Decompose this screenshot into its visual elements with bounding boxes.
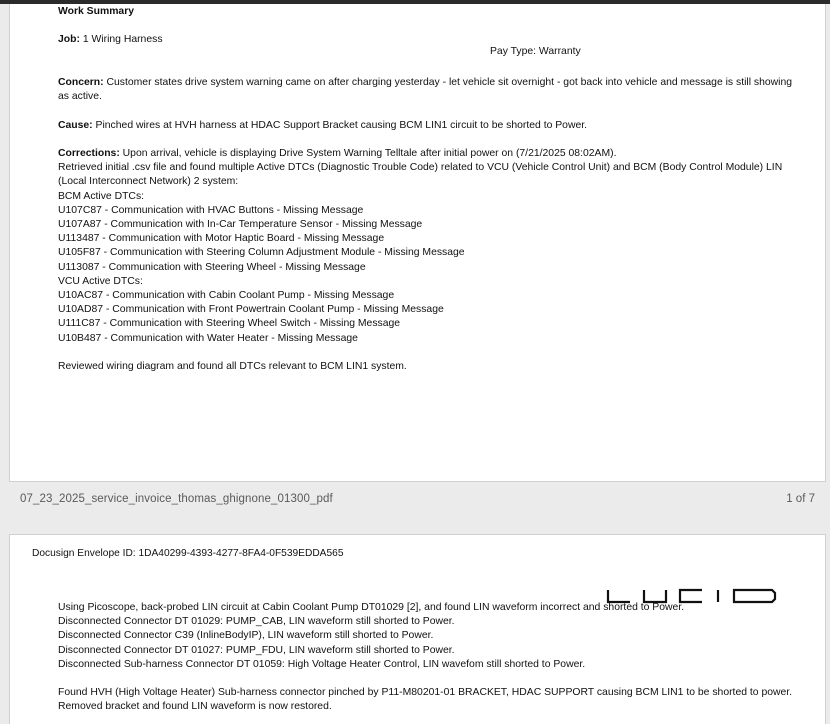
corrections-text: Upon arrival, vehicle is displaying Drive System Warning Telltale after initial power on (7/21/2025 08:02AM). (119, 147, 617, 159)
document-page-2 (9, 534, 826, 724)
cause-paragraph (58, 119, 798, 133)
job-label: Job: (58, 34, 80, 46)
correction-line: Retrieved initial .csv file and found multiple Active DTCs (Diagnostic Trouble Code) related to VCU (Vehicle Control Unit) and BCM (Body Control Module) LIN (Local Interconnect Network) 2 system: (58, 162, 786, 188)
dtc-line: U111C87 - Communication with Steering Wheel Switch - Missing Message (58, 318, 401, 330)
pay-type-label: Pay Type (490, 46, 534, 57)
concern-paragraph (58, 76, 798, 104)
corrections-label: Corrections: (58, 147, 120, 159)
envelope-id: Docusign Envelope ID: 1DA40299-4393-4277-8FA4-0F539EDDA565 (32, 548, 344, 559)
dtc-line: U105F87 - Communication with Steering Column Adjustment Module - Missing Message (58, 247, 465, 259)
pay-type-value: : Warranty (533, 46, 581, 57)
corrections-paragraph (58, 147, 798, 161)
page-footer (20, 493, 815, 507)
dtc-line: U10AD87 - Communication with Front Powertrain Coolant Pump - Missing Message (58, 304, 444, 316)
file-name: 07_23_2025_service_invoice_thomas_ghignone_01300_pdf (20, 493, 333, 505)
procedure-line: Disconnected Sub-harness Connector DT 01059: High Voltage Heater Control, LIN wavefom still shorted to Power. (58, 658, 586, 670)
work-summary-heading: Work Summary (58, 6, 135, 17)
page-indicator: 1 of 7 (786, 493, 815, 505)
cause-label: Cause: (58, 119, 93, 131)
reviewed-paragraph: Reviewed wiring diagram and found all DTCs relevant to BCM LIN1 system. (58, 360, 407, 372)
procedure-line: Disconnected Connector C39 (InlineBodyIP), LIN waveform still shorted to Power. (58, 630, 434, 642)
concern-label: Concern: (58, 76, 104, 88)
dtc-line: U113087 - Communication with Steering Wheel - Missing Message (58, 261, 366, 273)
job-value: 1 Wiring Harness (79, 34, 163, 46)
dtc-line: U107C87 - Communication with HVAC Buttons - Missing Message (58, 204, 364, 216)
procedure-line: Using Picoscope, back-probed LIN circuit at Cabin Coolant Pump DT01029 [2], and found LIN waveform incorrect and shorted to Power. (58, 602, 685, 613)
correction-line: BCM Active DTCs: (58, 190, 145, 202)
cause-text: Pinched wires at HVH harness at HDAC Support Bracket causing BCM LIN1 circuit to be shorted to Power. (92, 119, 588, 131)
dtc-line: U10B487 - Communication with Water Heater - Missing Message (58, 332, 358, 344)
pay-type-line (490, 46, 581, 57)
work-summary-content (58, 5, 798, 374)
procedure-line: Disconnected Connector DT 01029: PUMP_CAB, LIN waveform still shorted to Power. (58, 616, 455, 628)
dtc-line: U113487 - Communication with Motor Haptic Board - Missing Message (58, 233, 385, 245)
dtc-line: U107A87 - Communication with In-Car Temperature Sensor - Missing Message (58, 218, 423, 230)
found-paragraph: Found HVH (High Voltage Heater) Sub-harness connector pinched by P11-M80201-01 BRACKET, HDAC SUPPORT causing BCM LIN1 to be shorted to power. Removed bracket and found LIN waveform is now restored. (58, 687, 793, 713)
dtc-line: U10AC87 - Communication with Cabin Coolant Pump - Missing Message (58, 289, 395, 301)
page2-content (58, 601, 798, 715)
job-line (58, 33, 798, 47)
concern-text: Customer states drive system warning came on after charging yesterday - let vehicle sit overnight - got back into vehicle and message is still showing as active. (58, 76, 795, 103)
document-page-1 (9, 4, 826, 482)
correction-line: VCU Active DTCs: (58, 275, 143, 287)
procedure-line: Disconnected Connector DT 01027: PUMP_FDU, LIN waveform still shorted to Power. (58, 644, 455, 656)
